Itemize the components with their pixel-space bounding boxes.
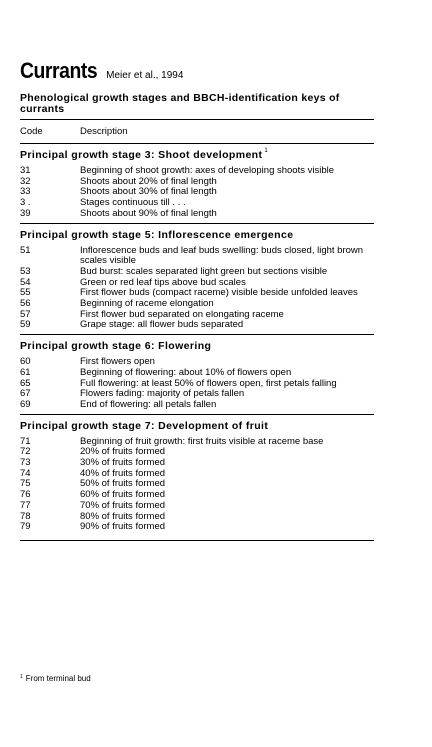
table-row	[20, 368, 374, 379]
stage-description: Full flowering: at least 50% of flowers open, first petals falling	[80, 377, 337, 389]
table-row	[20, 490, 374, 501]
stage-code: 72	[20, 446, 31, 458]
footnote-mark: 1	[20, 674, 23, 680]
stage-description: Shoots about 20% of final length	[80, 175, 217, 187]
stage-code: 69	[20, 398, 31, 410]
stage-code: 79	[20, 521, 31, 533]
description-column-header: Description	[80, 126, 128, 137]
document-page	[20, 58, 374, 541]
stage-code: 33	[20, 186, 31, 198]
section-body	[20, 437, 374, 536]
footnote	[20, 674, 91, 683]
stage-description: End of flowering: all petals fallen	[80, 398, 217, 410]
table-header	[20, 120, 374, 143]
stage-code: 75	[20, 478, 31, 490]
section-title	[20, 415, 374, 437]
stage-code: 78	[20, 510, 31, 522]
stage-code: 67	[20, 388, 31, 400]
stage-code: 71	[20, 435, 31, 447]
section-title-text: Principal growth stage 3: Shoot development	[20, 149, 263, 161]
stage-code: 55	[20, 287, 31, 299]
stage-description: First flower bud separated on elongating raceme	[80, 308, 284, 320]
stage-description: 20% of fruits formed	[80, 446, 166, 458]
title-line	[20, 58, 374, 84]
table-row	[20, 469, 374, 480]
citation: Meier et al., 1994	[106, 70, 184, 81]
stage-code: 74	[20, 467, 31, 479]
stage-description: Beginning of fruit growth: first fruits visible at raceme base	[80, 435, 324, 447]
table-row	[20, 187, 374, 198]
stage-code: 51	[20, 244, 31, 256]
table-row	[20, 512, 374, 523]
stage-description: Flowers fading: majority of petals fallen	[80, 388, 245, 400]
table-row	[20, 447, 374, 458]
stage-code: 73	[20, 457, 31, 469]
table-row	[20, 501, 374, 512]
stage-code: 59	[20, 319, 31, 331]
table-row	[20, 246, 374, 267]
stage-description: 80% of fruits formed	[80, 510, 166, 522]
footnote-text: From terminal bud	[25, 674, 91, 683]
section-title-text: Principal growth stage 7: Development of fruit	[20, 419, 269, 432]
bottom-rule	[20, 540, 374, 541]
code-column-header: Code	[20, 126, 43, 137]
stage-description: Beginning of raceme elongation	[80, 298, 214, 310]
stage-code: 60	[20, 356, 31, 368]
stage-description: Beginning of flowering: about 10% of flowers open	[80, 366, 292, 378]
stage-code: 76	[20, 489, 31, 501]
stage-description: 30% of fruits formed	[80, 457, 166, 469]
footnote-reference: 1	[264, 148, 269, 154]
stage-code: 31	[20, 165, 31, 176]
sections-container	[20, 143, 374, 541]
section-title	[20, 224, 374, 246]
table-row	[20, 320, 374, 331]
stage-code: 61	[20, 366, 31, 378]
table-row	[20, 209, 374, 220]
table-caption: Phenological growth stages and BBCH-identification keys of currants	[20, 92, 340, 115]
table-row	[20, 400, 374, 411]
section-body	[20, 357, 374, 414]
stage-description: 70% of fruits formed	[80, 499, 166, 511]
stage-description: Shoots about 30% of final length	[80, 186, 217, 198]
stage-code: 56	[20, 298, 31, 310]
stage-description: 60% of fruits formed	[80, 489, 166, 501]
stage-description: 40% of fruits formed	[80, 467, 166, 479]
stage-code: 32	[20, 175, 31, 187]
section-title	[20, 144, 374, 166]
stage-code: 54	[20, 276, 31, 288]
table-row	[20, 437, 374, 448]
stage-description: First flowers open	[80, 356, 155, 368]
stage-description: Grape stage: all flower buds separated	[80, 319, 244, 331]
stage-code: 39	[20, 207, 31, 219]
stage-code: 3 .	[20, 197, 31, 209]
section-title-text: Principal growth stage 5: Inflorescence emergence	[20, 228, 294, 241]
table-row	[20, 522, 374, 533]
stage-description: Inflorescence buds and leaf buds swelling: buds closed, light brown scales visible	[80, 244, 364, 267]
stage-code: 57	[20, 308, 31, 320]
section-title	[20, 335, 374, 357]
stage-code: 65	[20, 377, 31, 389]
stage-description: Bud burst: scales separated light green but sections visible	[80, 265, 328, 277]
section-body	[20, 166, 374, 223]
table-row	[20, 458, 374, 469]
stage-description: Green or red leaf tips above bud scales	[80, 276, 246, 288]
stage-description: Shoots about 90% of final length	[80, 207, 217, 219]
section-body	[20, 246, 374, 335]
section-title-text: Principal growth stage 6: Flowering	[20, 340, 212, 353]
stage-description: 50% of fruits formed	[80, 478, 166, 490]
stage-code: 77	[20, 499, 31, 511]
stage-description: First flower buds (compact raceme) visible beside unfolded leaves	[80, 287, 358, 299]
stage-description: Stages continuous till . . .	[80, 197, 186, 209]
stage-description: Beginning of shoot growth: axes of developing shoots visible	[80, 165, 335, 176]
stage-code: 53	[20, 265, 31, 277]
stage-description: 90% of fruits formed	[80, 521, 166, 533]
table-row	[20, 479, 374, 490]
page-title: Currants	[20, 58, 98, 83]
